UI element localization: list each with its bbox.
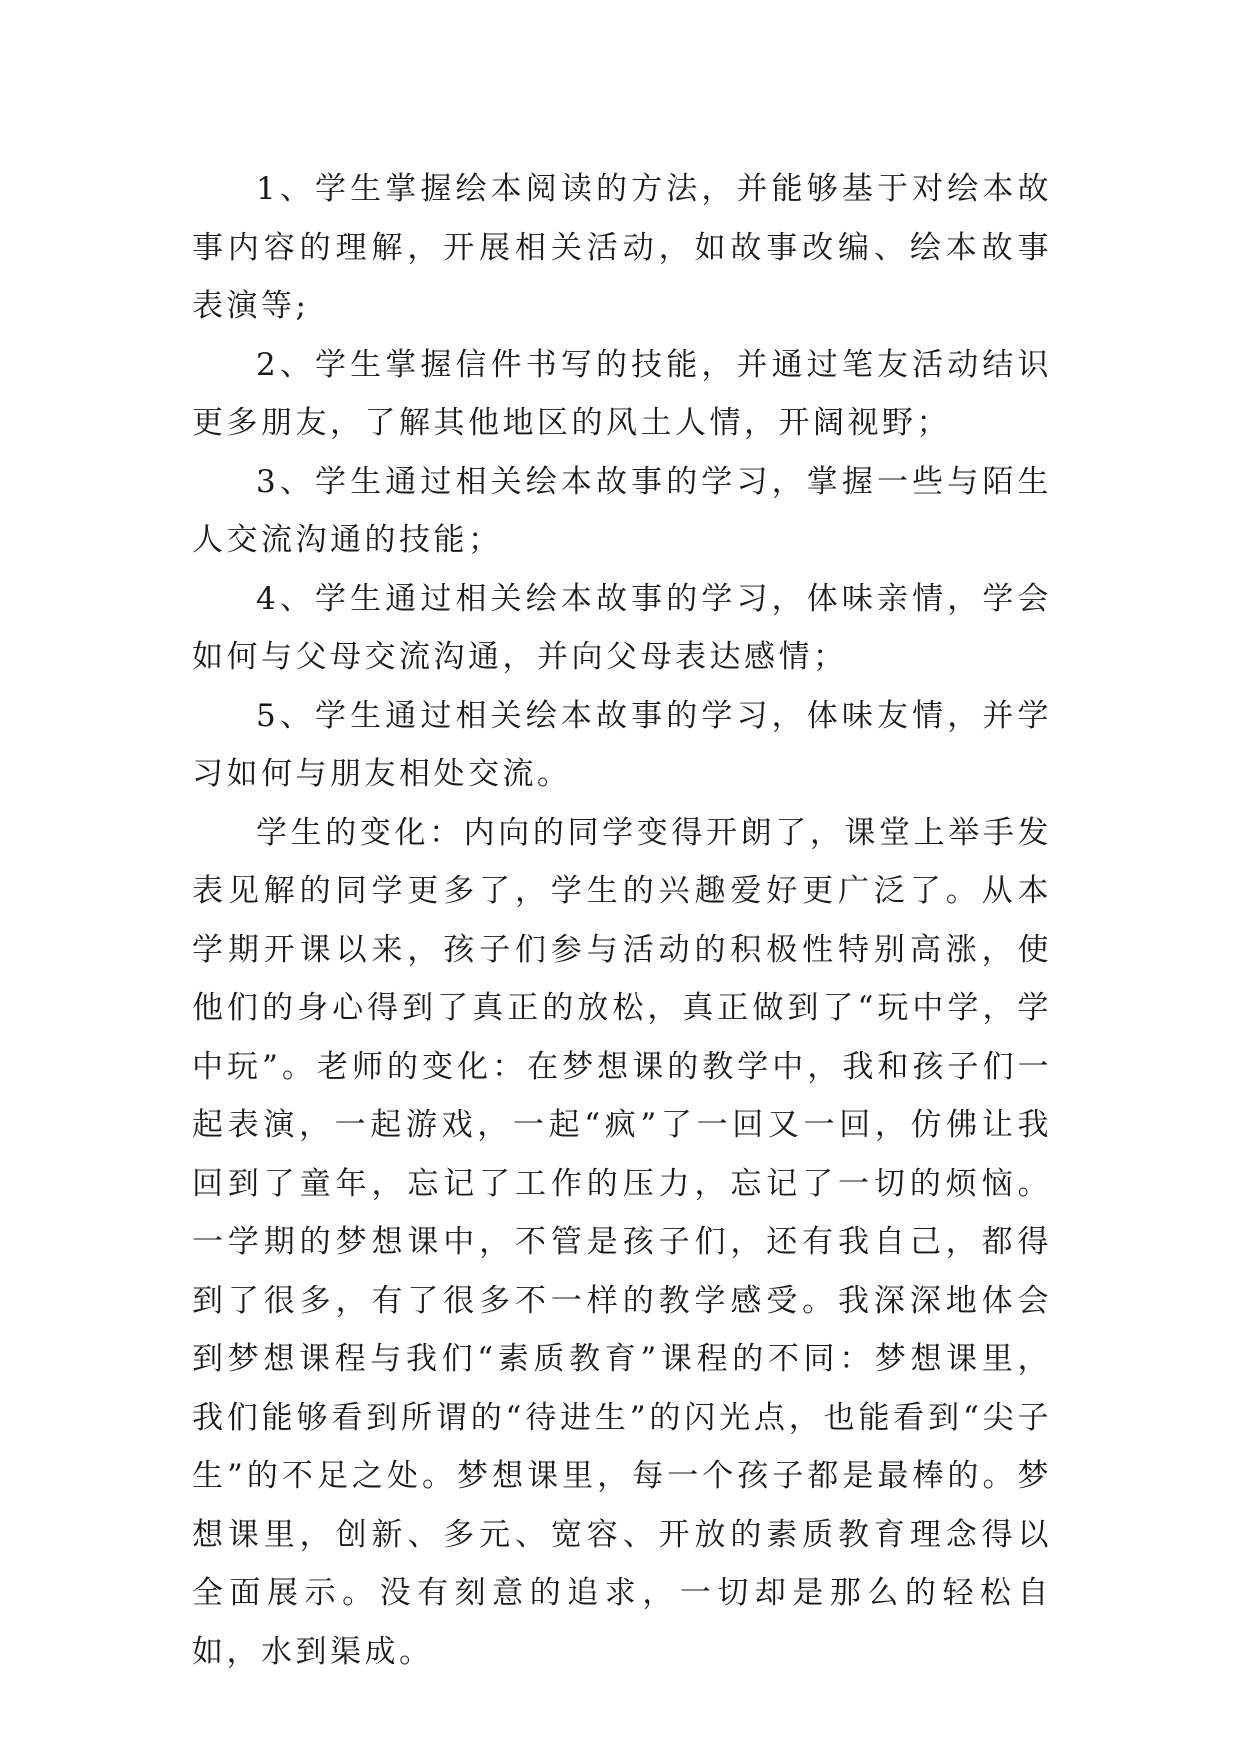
paragraph-changes: 学生的变化：内向的同学变得开朗了，课堂上举手发表见解的同学更多了，学生的兴趣爱好更广泛了。从本学期开课以来，孩子们参与活动的积极性特别高涨，使他们的身心得到了真正的放松，真正做到了“玩中学，学中玩”。老师的变化：在梦想课的教学中，我和孩子们一起表演，一起游戏，一起“疯”了一回又一回，仿佛让我回到了童年，忘记了工作的压力，忘记了一切的烦恼。一学期的梦想课中，不管是孩子们，还有我自己，都得到了很多，有了很多不一样的教学感受。我深深地体会到梦想课程与我们“素质教育”课程的不同：梦想课里，我们能够看到所谓的“待进生”的闪光点，也能看到“尖子生”的不足之处。梦想课里，每一个孩子都是最棒的。梦想课里，创新、多元、宽容、开放的素质教育理念得以全面展示。没有刻意的追求，一切却是那么的轻松自如，水到渠成。 xyxy=(192,814,1052,1670)
paragraph-goal-2: 2、学生掌握信件书写的技能，并通过笔友活动结识更多朋友，了解其他地区的风土人情，开阔视野； xyxy=(192,346,1052,441)
paragraph-goal-1: 1、学生掌握绘本阅读的方法，并能够基于对绘本故事内容的理解，开展相关活动，如故事改编、绘本故事表演等; xyxy=(192,171,1052,324)
paragraph-goal-3: 3、学生通过相关绘本故事的学习，掌握一些与陌生人交流沟通的技能； xyxy=(192,463,1052,558)
paragraph-goal-5: 5、学生通过相关绘本故事的学习，体味友情，并学习如何与朋友相处交流。 xyxy=(192,697,1052,792)
paragraph-goal-4: 4、学生通过相关绘本故事的学习，体味亲情，学会如何与父母交流沟通，并向父母表达感情； xyxy=(192,580,1052,675)
document-body xyxy=(192,160,1052,1681)
